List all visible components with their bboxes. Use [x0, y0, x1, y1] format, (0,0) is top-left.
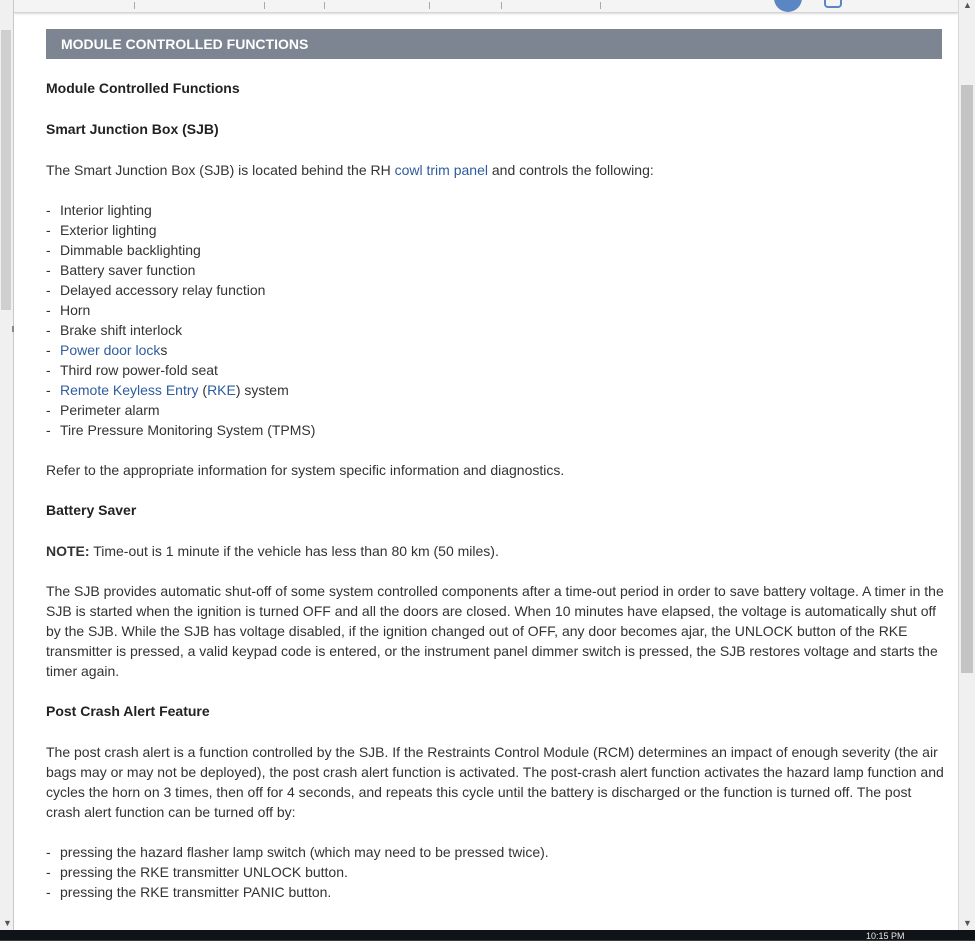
heading-sjb: Smart Junction Box (SJB) — [46, 121, 219, 137]
list-item: - Third row power-fold seat — [46, 362, 218, 378]
left-scrollbar-thumb[interactable] — [1, 30, 11, 310]
sjb-intro: The Smart Junction Box (SJB) is located behind the RH cowl trim panel and controls the following: — [46, 162, 654, 178]
toolbar-square-icon[interactable] — [824, 0, 842, 8]
left-scrollbar[interactable] — [0, 0, 14, 930]
list-item: - Tire Pressure Monitoring System (TPMS) — [46, 422, 316, 438]
power-door-locks-link[interactable]: Power door lock — [60, 342, 161, 358]
toolbar-divider — [134, 2, 135, 9]
toolbar-divider — [429, 2, 430, 9]
refer-text: Refer to the appropriate information for system specific information and diagnostics. — [46, 462, 565, 478]
scroll-down-arrow-icon[interactable]: ▼ — [963, 918, 972, 928]
taskbar-clock: 10:15 PM — [866, 931, 905, 941]
list-item: - Brake shift interlock — [46, 322, 183, 338]
note-label: NOTE: — [46, 543, 90, 559]
remote-keyless-entry-link[interactable]: Remote Keyless Entry — [60, 382, 199, 398]
list-item: - Delayed accessory relay function — [46, 282, 266, 298]
battery-saver-paragraph: The SJB provides automatic shut-off of some system controlled components after a time-out period in order to save battery voltage. A timer in the SJB is started when the ignition is turned OFF and all the doors are closed. When 10 minutes have elapsed, the voltage is automatically shut off by the SJB. While the SJB has voltage disabled, if the ignition changed out of OFF, any door becomes ajar, the UNLOCK button of the RKE transmitter is pressed, a valid keypad code is entered, or the instrument panel dimmer switch is pressed, the SJB restores voltage and starts the timer again. — [46, 583, 944, 679]
taskbar — [0, 930, 975, 940]
list-item: - pressing the hazard flasher lamp switch (which may need to be pressed twice). — [46, 844, 549, 860]
list-item: - Battery saver function — [46, 262, 196, 278]
list-item: - Power door locks — [46, 342, 168, 358]
list-item: - pressing the RKE transmitter UNLOCK button. — [46, 864, 348, 880]
scroll-up-arrow-icon[interactable]: ▲ — [963, 0, 972, 10]
heading-post-crash: Post Crash Alert Feature — [46, 703, 210, 719]
sjb-function-list — [46, 200, 946, 440]
rke-link[interactable]: RKE — [207, 382, 236, 398]
toolbar-divider — [264, 2, 265, 9]
right-scrollbar[interactable] — [958, 0, 975, 930]
heading-battery-saver: Battery Saver — [46, 502, 137, 518]
article-content — [46, 78, 946, 922]
cowl-trim-panel-link[interactable]: cowl trim panel — [394, 162, 488, 178]
toolbar-divider — [600, 2, 601, 9]
section-header: MODULE CONTROLLED FUNCTIONS — [46, 29, 942, 59]
toolbar-divider — [501, 2, 502, 9]
list-item: - Dimmable backlighting — [46, 242, 201, 258]
list-item: - Perimeter alarm — [46, 402, 160, 418]
document-window — [14, 0, 958, 930]
list-item: - Horn — [46, 302, 91, 318]
post-crash-paragraph: The post crash alert is a function controlled by the SJB. If the Restraints Control Module (RCM) determines an impact of enough severity (the air bags may or may not be deployed), the post crash alert function is activated. The post-crash alert function activates the hazard lamp function and cycles the horn on 3 times, then off for 4 seconds, and repeats this cycle until the battery is discharged or the function is turned off. The post crash alert function can be turned off by: — [46, 744, 944, 820]
scroll-down-arrow-icon[interactable]: ▼ — [3, 918, 12, 928]
toolbar-round-button[interactable] — [774, 0, 802, 12]
turn-off-list — [46, 842, 946, 902]
heading-module-functions: Module Controlled Functions — [46, 80, 240, 96]
list-item: - Interior lighting — [46, 202, 152, 218]
list-item: - pressing the RKE transmitter PANIC button. — [46, 884, 332, 900]
right-scrollbar-thumb[interactable] — [961, 85, 973, 673]
top-toolbar — [14, 0, 958, 13]
toolbar-divider — [324, 2, 325, 9]
note: NOTE: Time-out is 1 minute if the vehicle has less than 80 km (50 miles). — [46, 543, 499, 559]
list-item: - Exterior lighting — [46, 222, 157, 238]
list-item: - Remote Keyless Entry (RKE) system — [46, 382, 289, 398]
